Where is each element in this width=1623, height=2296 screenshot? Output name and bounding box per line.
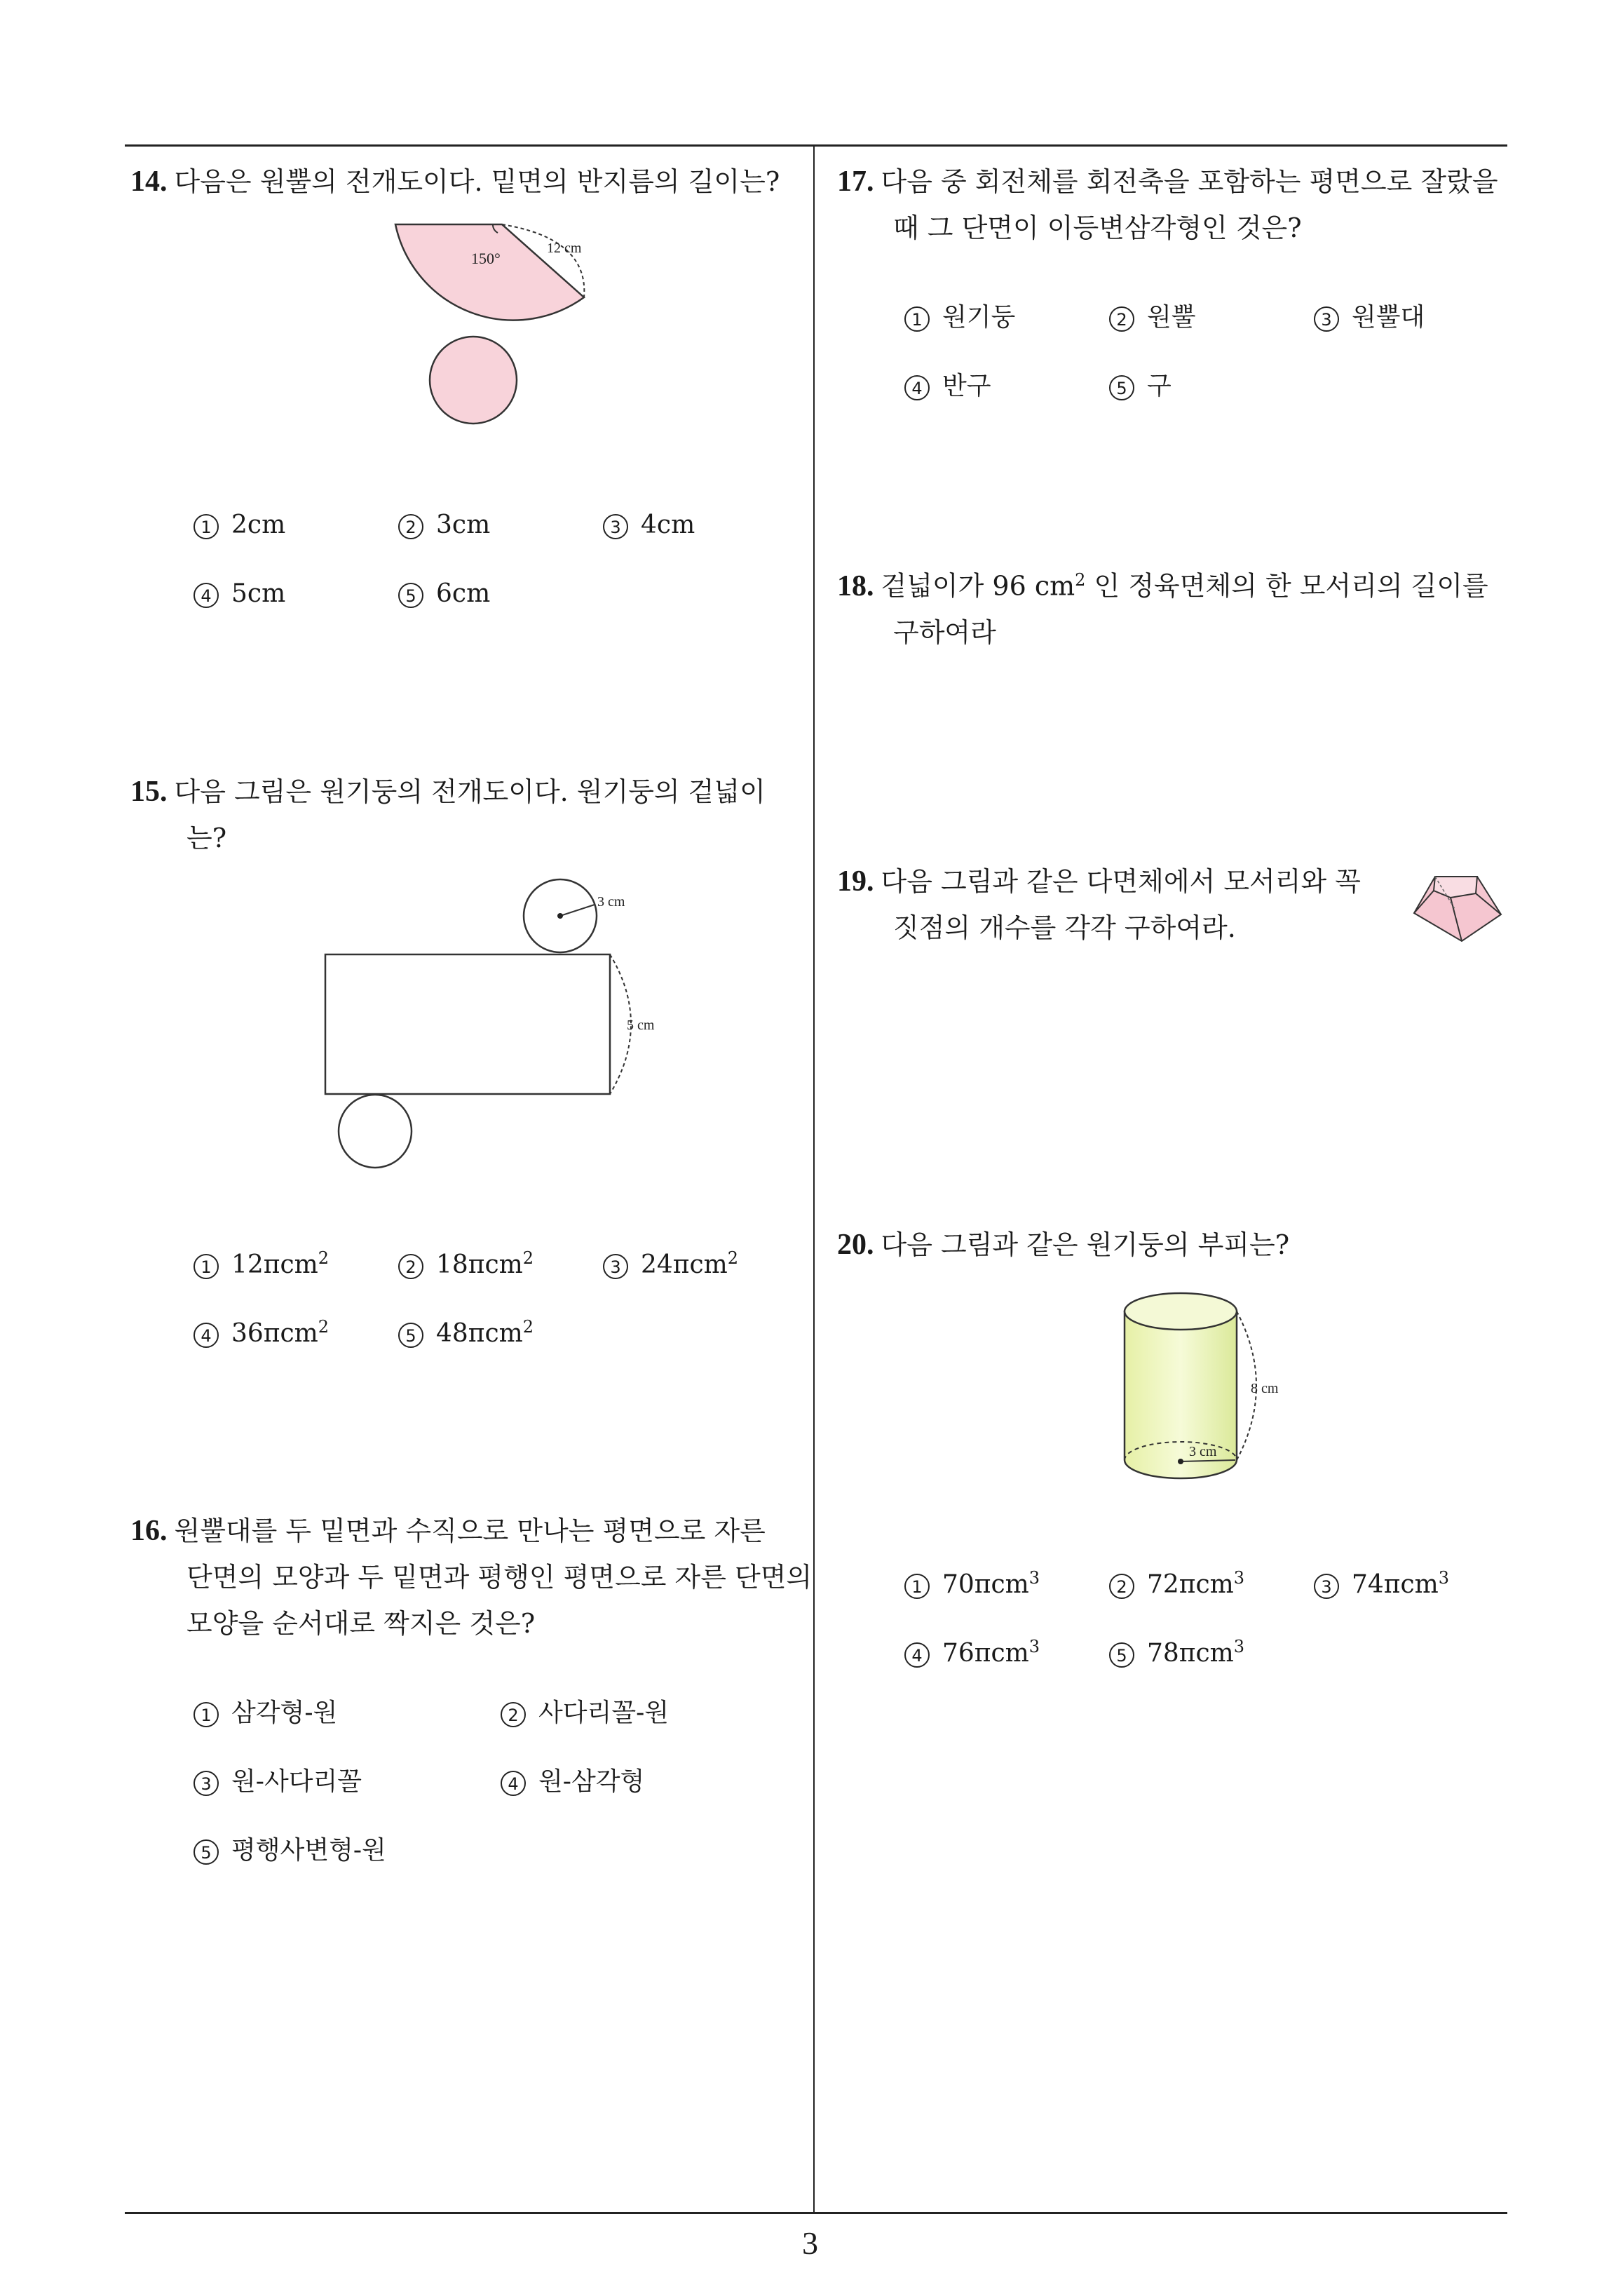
question-number: 19. bbox=[837, 865, 874, 898]
choice-text: 구 bbox=[1147, 372, 1172, 400]
question-text-line2: 짓점의 개수를 각각 구하여라. bbox=[893, 912, 1236, 943]
choice-5[interactable] bbox=[398, 579, 490, 608]
question-number: 18. bbox=[837, 569, 874, 602]
question-number: 17. bbox=[837, 166, 874, 198]
choice-3[interactable] bbox=[603, 1248, 738, 1279]
choice-5[interactable] bbox=[398, 1317, 534, 1348]
question-text-line2: 구하여라 bbox=[893, 616, 996, 648]
choice-text: 18πcm bbox=[436, 1250, 523, 1279]
choice-mark: 4 bbox=[193, 1323, 219, 1348]
choice-exponent: 2 bbox=[522, 1317, 534, 1337]
choice-text: 4cm bbox=[641, 511, 695, 539]
question-20 bbox=[837, 1222, 1289, 1268]
choice-exponent: 2 bbox=[727, 1248, 739, 1268]
question-text-line2: 는? bbox=[186, 823, 227, 853]
question-text-line2: 단면의 모양과 두 밑면과 평행인 평면으로 자른 단면의 bbox=[186, 1562, 813, 1593]
question-number: 16. bbox=[130, 1515, 168, 1547]
choice-text: 원기둥 bbox=[942, 303, 1016, 332]
choice-mark: 3 bbox=[1314, 1574, 1339, 1599]
question-text-line1: 다음 중 회전체를 회전축을 포함하는 평면으로 잘랐을 bbox=[881, 166, 1498, 197]
column-divider bbox=[813, 144, 815, 2213]
cone-net-figure bbox=[379, 210, 603, 442]
choice-text: 5cm bbox=[231, 579, 286, 608]
question-text-pre: 겉넓이가 96 cm bbox=[881, 570, 1075, 602]
choice-exponent: 3 bbox=[1028, 1568, 1040, 1588]
choice-exponent: 2 bbox=[318, 1248, 330, 1268]
choice-2[interactable] bbox=[1109, 297, 1196, 333]
choice-mark: 4 bbox=[904, 1642, 930, 1668]
choice-mark: 2 bbox=[501, 1702, 526, 1727]
cone-base-circle bbox=[430, 337, 517, 424]
choice-text: 원-사다리꼴 bbox=[231, 1767, 362, 1796]
choice-mark: 5 bbox=[398, 583, 423, 608]
choice-2[interactable] bbox=[398, 511, 490, 539]
choice-text: 70πcm bbox=[942, 1570, 1029, 1599]
choice-2[interactable] bbox=[1109, 1568, 1244, 1599]
choice-2[interactable] bbox=[501, 1693, 669, 1729]
choice-text: 74πcm bbox=[1352, 1570, 1439, 1599]
question-text-line1: 다음 그림은 원기둥의 전개도이다. 원기둥의 겉넓이 bbox=[174, 776, 766, 807]
cylinder-figure bbox=[1115, 1288, 1297, 1498]
cylinder-net-figure bbox=[315, 877, 680, 1178]
choice-mark: 4 bbox=[501, 1771, 526, 1796]
center-dot bbox=[1178, 1459, 1183, 1464]
choice-2[interactable] bbox=[398, 1248, 534, 1279]
radius-label: 3 cm bbox=[1189, 1444, 1217, 1459]
choice-4[interactable] bbox=[501, 1762, 644, 1797]
question-number: 20. bbox=[837, 1229, 874, 1261]
cylinder-body bbox=[1125, 1311, 1237, 1478]
choice-text: 원뿔대 bbox=[1352, 303, 1425, 332]
choice-text: 76πcm bbox=[942, 1639, 1029, 1668]
question-text-line1: 다음 그림과 같은 다면체에서 모서리와 꼭 bbox=[881, 866, 1361, 897]
question-16 bbox=[130, 1508, 812, 1647]
choice-mark: 5 bbox=[193, 1839, 219, 1865]
question-text-line3: 모양을 순서대로 짝지은 것은? bbox=[186, 1608, 536, 1639]
choice-4[interactable] bbox=[193, 1317, 329, 1348]
center-dot bbox=[557, 913, 563, 919]
choice-mark: 5 bbox=[398, 1323, 423, 1348]
choice-1[interactable] bbox=[193, 1693, 337, 1729]
choice-mark: 2 bbox=[1109, 1574, 1134, 1599]
question-18 bbox=[837, 557, 1488, 656]
question-15 bbox=[130, 769, 766, 861]
question-17 bbox=[837, 158, 1498, 251]
choice-4[interactable] bbox=[904, 366, 991, 402]
choice-mark: 1 bbox=[193, 514, 219, 539]
radius-label: 3 cm bbox=[597, 894, 625, 910]
choice-mark: 2 bbox=[1109, 306, 1134, 332]
choice-mark: 3 bbox=[1314, 306, 1339, 332]
choice-mark: 3 bbox=[603, 1254, 628, 1279]
question-text-line2: 때 그 단면이 이등변삼각형인 것은? bbox=[893, 212, 1302, 243]
top-rule bbox=[125, 144, 1507, 147]
choice-mark: 1 bbox=[193, 1254, 219, 1279]
choice-exponent: 3 bbox=[1233, 1637, 1245, 1656]
question-text-exponent: 2 bbox=[1075, 570, 1086, 590]
question-text-post: 인 정육면체의 한 모서리의 길이를 bbox=[1085, 570, 1488, 602]
choice-text: 평행사변형-원 bbox=[231, 1836, 386, 1865]
choice-text: 6cm bbox=[436, 579, 491, 608]
choice-5[interactable] bbox=[193, 1830, 386, 1866]
angle-label: 150° bbox=[471, 250, 501, 267]
choice-3[interactable] bbox=[193, 1762, 362, 1797]
question-text: 다음 그림과 같은 원기둥의 부피는? bbox=[881, 1229, 1290, 1260]
choice-text: 72πcm bbox=[1147, 1570, 1234, 1599]
choice-text: 48πcm bbox=[436, 1319, 523, 1348]
choice-1[interactable] bbox=[193, 511, 285, 539]
choice-mark: 3 bbox=[603, 514, 628, 539]
choice-text: 사다리꼴-원 bbox=[538, 1699, 670, 1727]
choice-5[interactable] bbox=[1109, 1637, 1244, 1668]
choice-text: 36πcm bbox=[231, 1319, 318, 1348]
question-number: 15. bbox=[130, 776, 168, 808]
frustum-polyhedron-figure bbox=[1406, 870, 1511, 954]
choice-4[interactable] bbox=[904, 1637, 1040, 1668]
choice-5[interactable] bbox=[1109, 366, 1172, 402]
choice-mark: 4 bbox=[193, 583, 219, 608]
choice-text: 원-삼각형 bbox=[538, 1767, 645, 1796]
choice-mark: 2 bbox=[398, 514, 423, 539]
choice-1[interactable] bbox=[904, 297, 1015, 333]
height-label: 8 cm bbox=[1251, 1381, 1279, 1396]
choice-text: 12πcm bbox=[231, 1250, 318, 1279]
choice-mark: 1 bbox=[193, 1702, 219, 1727]
length-label: 12 cm bbox=[547, 241, 582, 256]
choice-3[interactable] bbox=[1314, 297, 1425, 333]
choice-mark: 1 bbox=[904, 1574, 930, 1599]
choice-exponent: 3 bbox=[1438, 1568, 1450, 1588]
choice-text: 반구 bbox=[942, 372, 991, 400]
bottom-base-circle bbox=[339, 1095, 412, 1168]
choice-text: 삼각형-원 bbox=[231, 1699, 338, 1727]
cone-lateral-sector bbox=[395, 224, 584, 320]
choice-text: 24πcm bbox=[641, 1250, 728, 1279]
choice-mark: 5 bbox=[1109, 375, 1134, 400]
choice-exponent: 2 bbox=[522, 1248, 534, 1268]
choice-mark: 3 bbox=[193, 1771, 219, 1796]
question-14 bbox=[130, 158, 780, 205]
choice-text: 2cm bbox=[231, 511, 286, 539]
choice-3[interactable] bbox=[1314, 1568, 1449, 1599]
choice-mark: 1 bbox=[904, 306, 930, 332]
choice-exponent: 3 bbox=[1028, 1637, 1040, 1656]
choice-3[interactable] bbox=[603, 511, 695, 539]
bottom-rule bbox=[125, 2212, 1507, 2214]
question-text: 다음은 원뿔의 전개도이다. 밑면의 반지름의 길이는? bbox=[174, 166, 780, 197]
choice-mark: 4 bbox=[904, 375, 930, 400]
page-number: 3 bbox=[802, 2225, 818, 2261]
choice-1[interactable] bbox=[904, 1568, 1040, 1599]
choice-text: 3cm bbox=[436, 511, 491, 539]
cylinder-top-ellipse bbox=[1125, 1293, 1237, 1330]
choice-1[interactable] bbox=[193, 1248, 329, 1279]
choice-mark: 2 bbox=[398, 1254, 423, 1279]
choice-4[interactable] bbox=[193, 579, 285, 608]
question-text-line1: 원뿔대를 두 밑면과 수직으로 만나는 평면으로 자른 bbox=[174, 1515, 766, 1546]
choice-text: 원뿔 bbox=[1147, 303, 1196, 332]
choice-text: 78πcm bbox=[1147, 1639, 1234, 1668]
question-19 bbox=[837, 858, 1361, 951]
choice-exponent: 3 bbox=[1233, 1568, 1245, 1588]
height-label: 5 cm bbox=[627, 1018, 655, 1033]
choice-mark: 5 bbox=[1109, 1642, 1134, 1668]
lateral-rectangle bbox=[325, 954, 610, 1094]
question-number: 14. bbox=[130, 166, 168, 198]
choice-exponent: 2 bbox=[318, 1317, 330, 1337]
